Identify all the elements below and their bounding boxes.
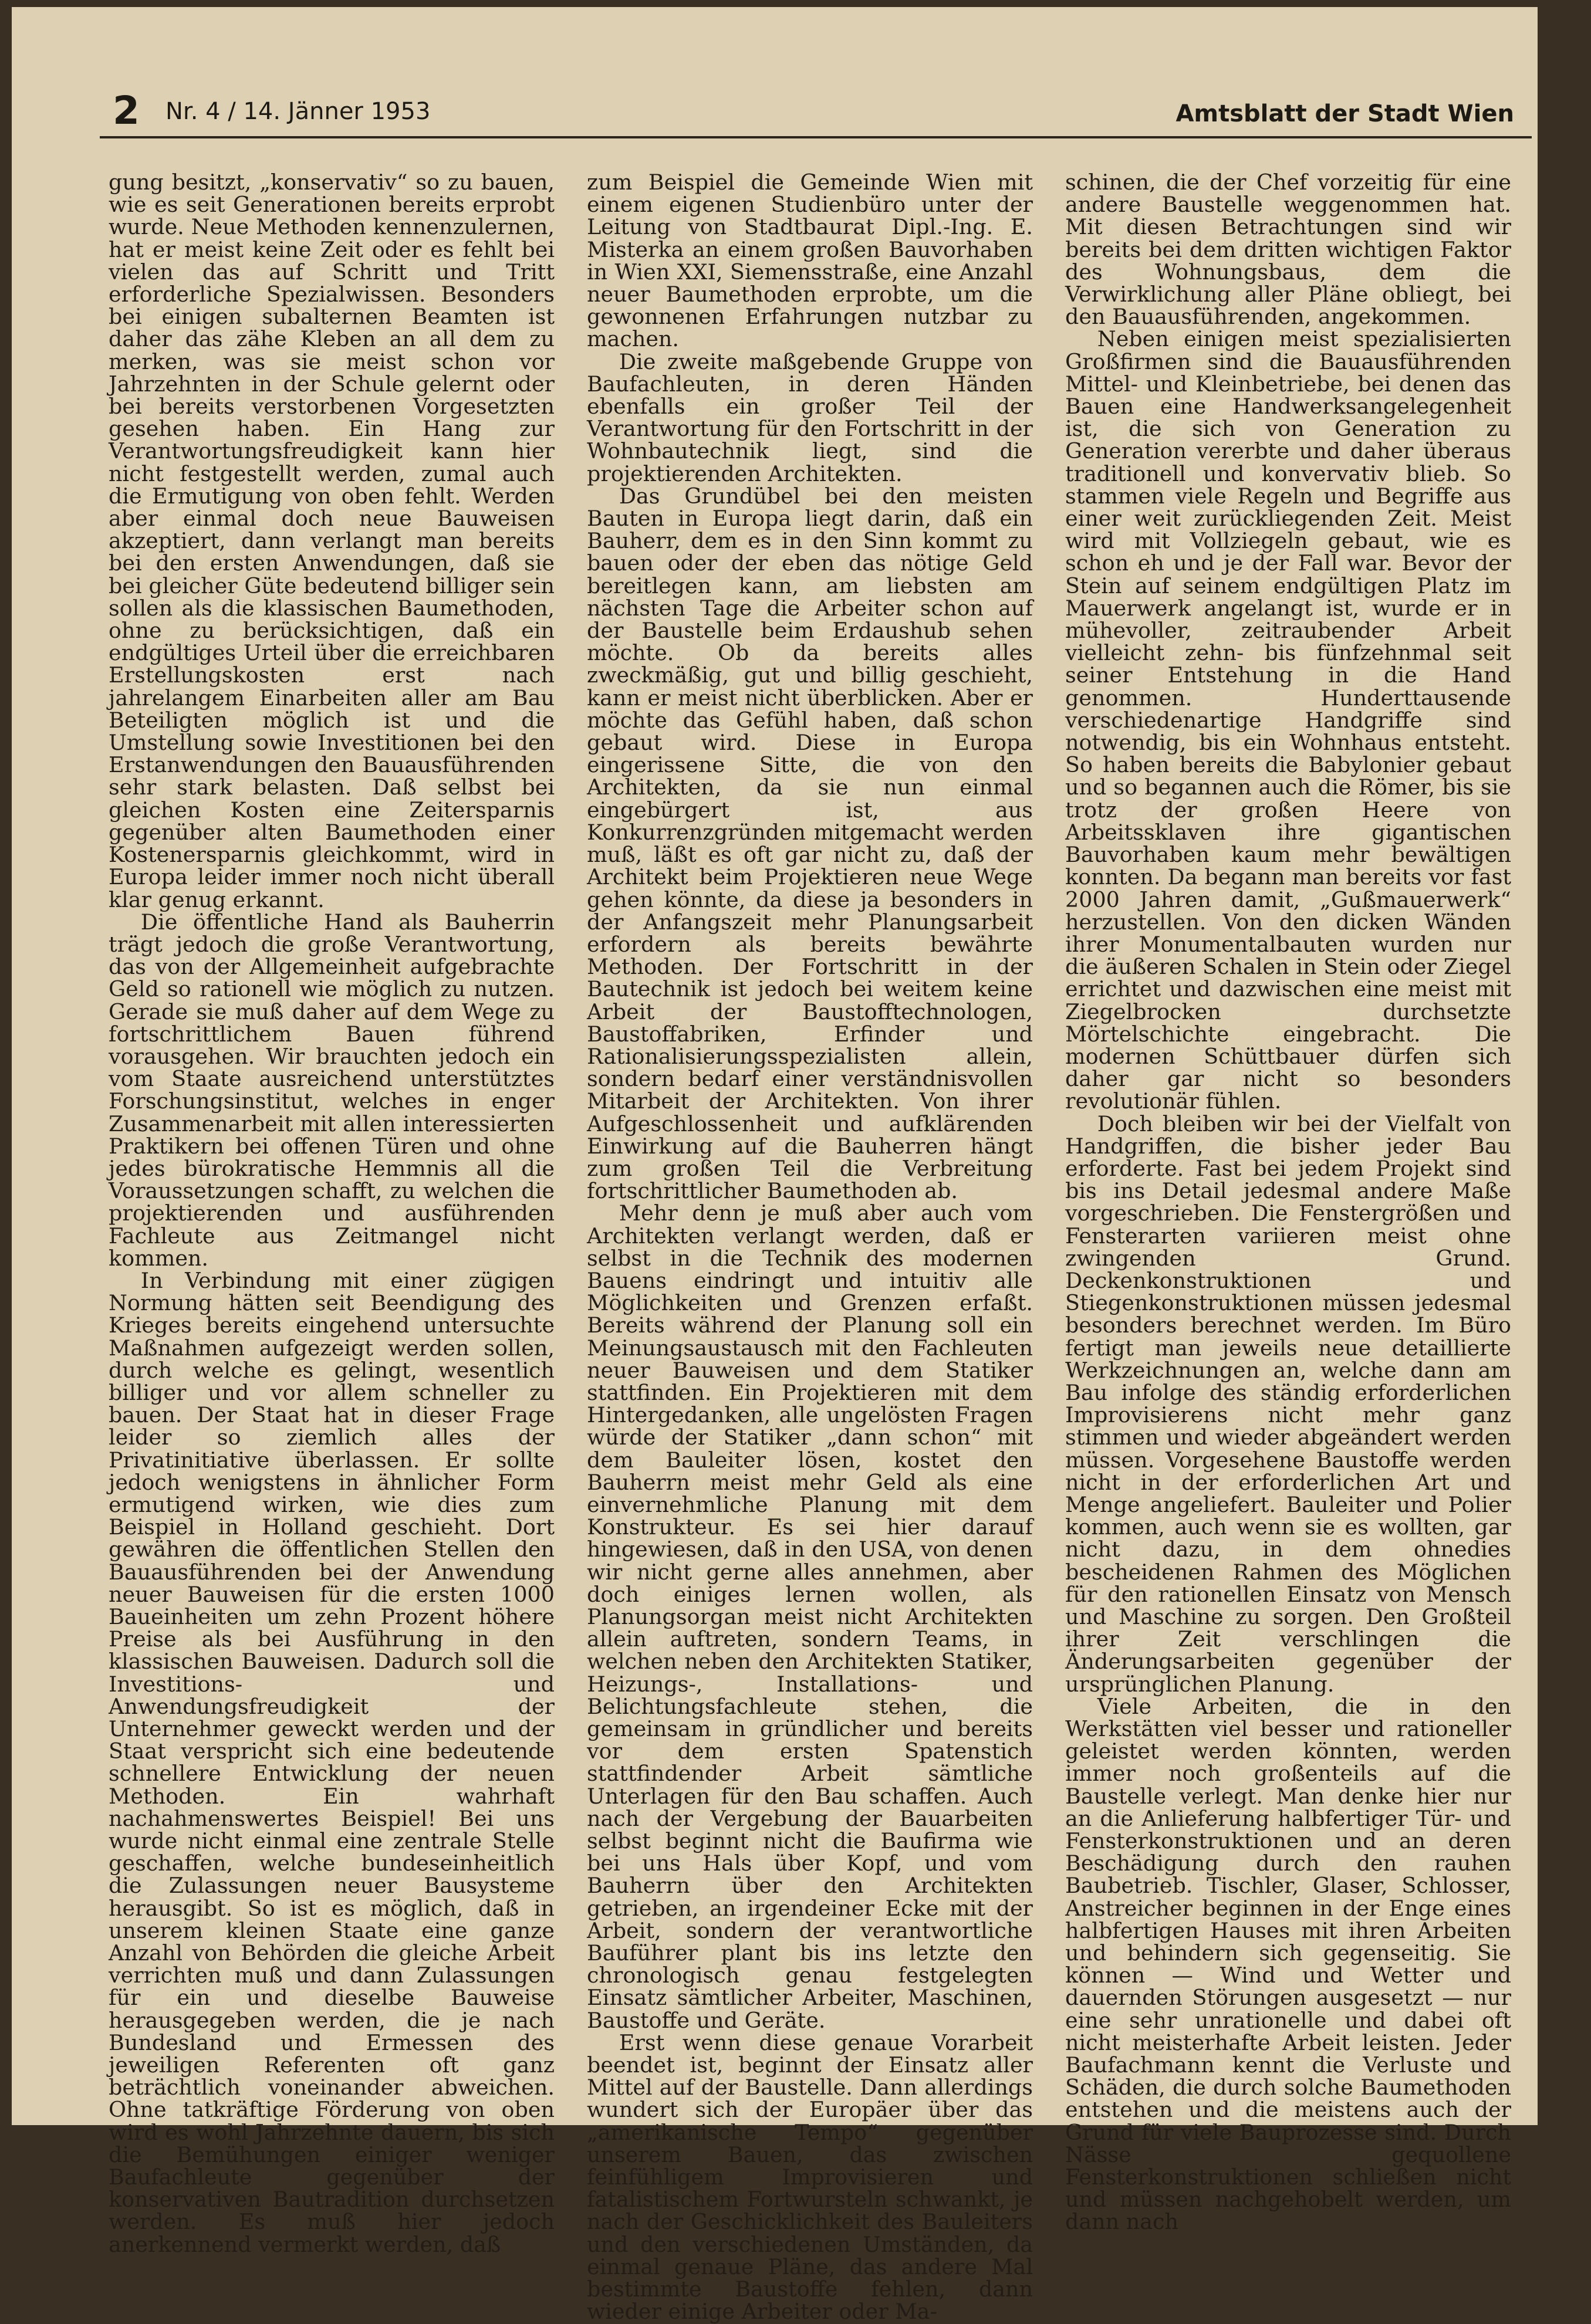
paragraph: schinen, die der Chef vorzeitig für eine andere Baustelle weggenommen hat. Mit diesen Betrachtungen sind wir bereits bei dem dritten wichtigen Faktor des Wohnungsbaus, dem die Verwirklichung aller Pläne obliegt, bei den Bauausführenden, angekommen. bbox=[1065, 170, 1511, 330]
paragraph: zum Beispiel die Gemeinde Wien mit einem eigenen Studienbüro unter der Leitung von Stadtbaurat Dipl.-Ing. E. Misterka an einem großen Bauvorhaben in Wien XXI, Siemensstraße, eine Anzahl neuer Baumethoden erprobte, um die gewonnenen Erfahrungen nutzbar zu machen. bbox=[587, 170, 1033, 352]
publication-title: Amtsblatt der Stadt Wien bbox=[1175, 100, 1514, 127]
text-column-3 bbox=[1065, 170, 1511, 2235]
issue-date: Nr. 4 / 14. Jänner 1953 bbox=[165, 98, 431, 125]
paragraph: gung besitzt, „konservativ“ so zu bauen, wie es seit Generationen bereits erprobt wurde. Neue Methoden kennenzulernen, hat er meist keine Zeit oder es fehlt bei vielen das auf Schritt und Tritt erforderliche Spezialwissen. Besonders bei einigen subalternen Beamten ist daher das zähe Kleben an all dem zu merken, was sie meist schon vor Jahrzehnten in der Schule gelernt oder bei bereits verstorbenen Vorgesetzten gesehen haben. Ein Hang zur Verantwortungsfreudigkeit kann hier nicht festgestellt werden, zumal auch die Ermutigung von oben fehlt. Werden aber einmal doch neue Bauweisen akzeptiert, dann verlangt man bereits bei den ersten Anwendungen, daß sie bei gleicher Güte bedeutend billiger sein sollen als die klassischen Baumethoden, ohne zu berücksichtigen, daß ein endgültiges Urteil über die erreichbaren Erstellungskosten erst nach jahrelangem Einarbeiten aller am Bau Beteiligten möglich ist und die Umstellung sowie Investitionen bei den Erstanwendungen den Bauausführenden sehr stark belasten. Daß selbst bei gleichen Kosten eine Zeitersparnis gegenüber alten Baumethoden einer Kostenersparnis gleichkommt, wird in Europa leider immer noch nicht überall klar genug erkannt. bbox=[109, 170, 555, 912]
paragraph: In Verbindung mit einer zügigen Normung hätten seit Beendigung des Krieges bereits eingehend untersuchte Maßnahmen aufgezeigt werden sollen, durch welche es gelingt, wesentlich billiger und vor allem schneller zu bauen. Der Staat hat in dieser Frage leider so ziemlich alles der Privatinitiative überlassen. Er sollte jedoch wenigstens in ähnlicher Form ermutigend wirken, wie dies zum Beispiel in Holland geschieht. Dort gewähren die öffentlichen Stellen den Bauausführenden bei der Anwendung neuer Bauweisen für die ersten 1000 Baueinheiten um zehn Prozent höhere Preise als bei Ausführung in den klassischen Bauweisen. Dadurch soll die Investitions- und Anwendungsfreudigkeit der Unternehmer geweckt werden und der Staat verspricht sich eine bedeutende schnellere Entwicklung der neuen Methoden. Ein wahrhaft nachahmenswertes Beispiel! Bei uns wurde nicht einmal eine zentrale Stelle geschaffen, welche bundeseinheitlich die Zulassungen neuer Bausysteme herausgibt. So ist es möglich, daß in unserem kleinen Staate eine ganze Anzahl von Behörden die gleiche Arbeit verrichten muß und dann Zulassungen für ein und dieselbe Bauweise herausgegeben werden, die je nach Bundesland und Ermessen des jeweiligen Referenten oft ganz beträchtlich voneinander abweichen. Ohne tatkräftige Förderung von oben wird es wohl Jahrzehnte dauern, bis sich die Bemühungen einiger weniger Baufachleute gegenüber der konservativen Bautradition durchsetzen werden. Es muß hier jedoch anerkennend vermerkt werden, daß bbox=[109, 1267, 555, 2257]
newspaper-page bbox=[12, 7, 1538, 2324]
paragraph: Viele Arbeiten, die in den Werkstätten viel besser und rationeller geleistet werden könnten, werden immer noch großenteils auf die Baustelle verlegt. Man denke hier nur an die Anlieferung halbfertiger Tür- und Fensterkonstruktionen und an deren Beschädigung durch den rauhen Baubetrieb. Tischler, Glaser, Schlosser, Anstreicher beginnen in der Enge eines halbfertigen Hauses mit ihren Arbeiten und behindern sich gegenseitig. Sie können — Wind und Wetter und dauernden Störungen ausgesetzt — nur eine sehr unrationelle und dabei oft nicht meisterhafte Arbeit leisten. Jeder Baufachmann kennt die Verluste und Schäden, die durch solche Baumethoden entstehen und die meistens auch der Grund für viele Bauprozesse sind. Durch Nässe gequollene Fensterkonstruktionen schließen nicht und müssen nachgehobelt werden, um dann nach bbox=[1065, 1693, 1511, 2235]
page-header bbox=[100, 83, 1532, 138]
paragraph: Doch bleiben wir bei der Vielfalt von Handgriffen, die bisher jeder Bau erforderte. Fast bei jedem Projekt sind bis ins Detail jedesmal andere Maße vorgeschrieben. Die Fenstergrößen und Fensterarten variieren meist ohne zwingenden Grund. Deckenkonstruktionen und Stiegenkonstruktionen müssen jedesmal besonders berechnet werden. Im Büro fertigt man jeweils neue detaillierte Werkzeichnungen an, welche dann am Bau infolge des ständig erforderlichen Improvisierens nicht mehr ganz stimmen und wieder abgeändert werden müssen. Vorgesehene Baustoffe werden nicht in der erforderlichen Art und Menge angeliefert. Bauleiter und Polier kommen, auch wenn sie es wollten, gar nicht dazu, in dem ohnedies bescheidenen Rahmen des Möglichen für den rationellen Einsatz von Mensch und Maschine zu sorgen. Den Großteil ihrer Zeit verschlingen die Änderungsarbeiten gegenüber der ursprünglichen Planung. bbox=[1065, 1111, 1511, 1697]
paragraph: Neben einigen meist spezialisierten Großfirmen sind die Bauausführenden Mittel- und Kleinbetriebe, bei denen das Bauen eine Handwerksangelegenheit ist, die sich von Generation zu Generation vererbte und daher überaus traditionell und konvervativ blieb. So stammen viele Regeln und Begriffe aus einer weit zurückliegenden Zeit. Meist wird mit Vollziegeln gebaut, wie es schon eh und je der Fall war. Bevor der Stein auf seinem endgültigen Platz im Mauerwerk angelangt ist, wurde er in mühevoller, zeitraubender Arbeit vielleicht zehn- bis fünfzehnmal seit seiner Entstehung in die Hand genommen. Hunderttausende verschiedenartige Handgriffe sind notwendig, bis ein Wohnhaus entsteht. So haben bereits die Babylonier gebaut und so begannen auch die Römer, bis sie trotz der großen Heere von Arbeitssklaven ihre gigantischen Bauvorhaben kaum mehr bewältigen konnten. Da begann man bereits vor fast 2000 Jahren damit, „Gußmauerwerk“ herzustellen. Von den dicken Wänden ihrer Monumentalbauten wurden nur die äußeren Schalen in Stein oder Ziegel errichtet und dazwischen eine meist mit Ziegelbrocken durchsetzte Mörtelschichte eingebracht. Die modernen Schüttbauer dürfen sich daher gar nicht so besonders revolutionär fühlen. bbox=[1065, 326, 1511, 1114]
text-column-2 bbox=[587, 170, 1033, 2324]
text-column-1 bbox=[109, 170, 555, 2257]
paragraph: Die zweite maßgebende Gruppe von Baufachleuten, in deren Händen ebenfalls ein großer Teil der Verantwortung für den Fortschritt in der Wohnbautechnik liegt, sind die projektierenden Architekten. bbox=[587, 349, 1033, 486]
paragraph: Erst wenn diese genaue Vorarbeit beendet ist, beginnt der Einsatz aller Mittel auf der Baustelle. Dann allerdings wundert sich der Europäer über das „amerikanische Tempo“ gegenüber unserem Bauen, das zwischen feinfühligem Improvisieren und fatalistischem Fortwursteln schwankt, je nach der Geschicklichkeit des Bauleiters und den verschiedenen Umständen, da einmal genaue Pläne, das andere Mal bestimmte Baustoffe fehlen, dann wieder einige Arbeiter oder Ma- bbox=[587, 2029, 1033, 2324]
paragraph: Das Grundübel bei den meisten Bauten in Europa liegt darin, daß ein Bauherr, dem es in den Sinn kommt zu bauen oder der eben das nötige Geld bereitlegen kann, am liebsten am nächsten Tage die Arbeiter schon auf der Baustelle beim Erdaushub sehen möchte. Ob da bereits alles zweckmäßig, gut und billig geschieht, kann er meist nicht überblicken. Aber er möchte das Gefühl haben, daß schon gebaut wird. Diese in Europa eingerissene Sitte, die von den Architekten, da sie nun einmal eingebürgert ist, aus Konkurrenzgründen mitgemacht werden muß, läßt es oft gar nicht zu, daß der Architekt beim Projektieren neue Wege gehen könnte, da diese ja besonders in der Anfangszeit mehr Planungsarbeit erfordern als bereits bewährte Methoden. Der Fortschritt in der Bautechnik ist jedoch bei weitem keine Arbeit der Baustofftechnologen, Baustoffabriken, Erfinder und Rationalisierungsspezialisten allein, sondern bedarf einer verständnisvollen Mitarbeit der Architekten. Von ihrer Aufgeschlossenheit und aufklärenden Einwirkung auf die Bauherren hängt zum großen Teil die Verbreitung fortschrittlicher Baumethoden ab. bbox=[587, 483, 1033, 1204]
page-number: 2 bbox=[113, 88, 140, 133]
paragraph: Die öffentliche Hand als Bauherrin trägt jedoch die große Verantwortung, das von der Allgemeinheit aufgebrachte Geld so rationell wie möglich zu nutzen. Gerade sie muß daher auf dem Wege zu fortschrittlichem Bauen führend vorausgehen. Wir brauchten jedoch ein vom Staate ausreichend unterstütztes Forschungsinstitut, welches in enger Zusammenarbeit mit allen interessierten Praktikern bei offenen Türen und ohne jedes bürokratische Hemmnis all die Voraussetzungen schafft, zu welchen die projektierenden und ausführenden Fachleute aus Zeitmangel nicht kommen. bbox=[109, 909, 555, 1271]
paragraph: Mehr denn je muß aber auch vom Architekten verlangt werden, daß er selbst in die Technik des modernen Bauens eindringt und intuitiv alle Möglichkeiten und Grenzen erfaßt. Bereits während der Planung soll ein Meinungsaustausch mit den Fachleuten neuer Bauweisen und dem Statiker stattfinden. Ein Projektieren mit dem Hintergedanken, alle ungelösten Fragen würde der Statiker „dann schon“ mit dem Bauleiter lösen, kostet den Bauherrn meist mehr Geld als eine einvernehmliche Planung mit dem Konstrukteur. Es sei hier darauf hingewiesen, daß in den USA, von denen wir nicht gerne alles annehmen, aber doch einiges lernen wollen, als Planungsorgan meist nicht Architekten allein auftreten, sondern Teams, in welchen neben den Architekten Statiker, Heizungs-, Installations- und Belichtungsfachleute stehen, die gemeinsam in gründlicher und bereits vor dem ersten Spatenstich stattfindender Arbeit sämtliche Unterlagen für den Bau schaffen. Auch nach der Vergebung der Bauarbeiten selbst beginnt nicht die Baufirma wie bei uns Hals über Kopf, und vom Bauherrn über den Architekten getrieben, an irgendeiner Ecke mit der Arbeit, sondern der verantwortliche Bauführer plant bis ins letzte den chronologisch genau festgelegten Einsatz sämtlicher Arbeiter, Maschinen, Baustoffe und Geräte. bbox=[587, 1200, 1033, 2033]
